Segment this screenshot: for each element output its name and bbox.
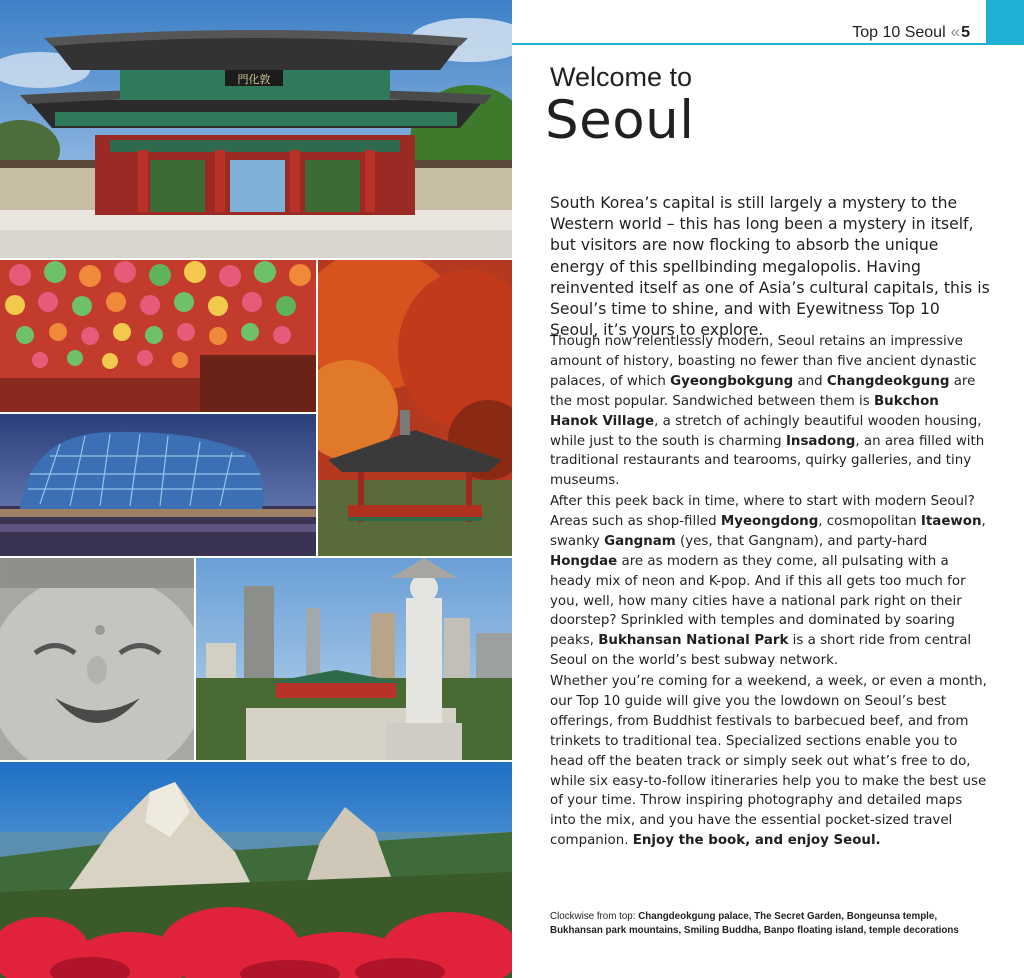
running-title: Top 10 Seoul xyxy=(852,24,946,41)
photo-bukhansan-mountains xyxy=(0,762,512,978)
chevron-double-left-icon: « xyxy=(950,22,958,41)
intro-paragraph: South Korea’s capital is still largely a mystery to the Western world – this has long been a mystery in itself, but visitors are now flocking to absorb the unique energy of this spellbinding megalopolis. Having reinvented itself as one of Asia’s cultural capitals, this is Seoul’s time to shine, and with Eyewitness Top 10 Seoul, it’s yours to explore. xyxy=(550,194,990,340)
bold-text: Changdeokgung xyxy=(826,373,950,389)
photo-secret-garden xyxy=(318,260,512,556)
text-run: (yes, that Gangnam), and party-hard xyxy=(675,533,928,549)
photo-bongeunsa-temple xyxy=(196,558,512,760)
palace-sign: 門化敦 xyxy=(237,73,271,86)
text-run: After this peek back in time, where to start with modern Seoul? Areas such as shop-filled xyxy=(550,494,975,529)
body-paragraph-3 xyxy=(550,672,990,851)
text-run: , a stretch of achingly beautiful wooden housing, while just to the south is charming xyxy=(550,413,982,449)
photo-smiling-buddha xyxy=(0,558,194,760)
photo-temple-lanterns xyxy=(0,260,316,412)
photo-banpo-floating-island xyxy=(0,414,316,556)
text-page xyxy=(512,0,1024,978)
text-run: Whether you’re coming for a weekend, a week, or even a month, our Top 10 guide will give you the lowdown on Seoul’s best offerings, from Buddhist festivals to barbecued beef, and from trinkets to traditional tea. Specialized sections enable you to head off the beaten track or simply seek out what’s free to do, while six easy-to-follow itineraries help you to make the best use of your time. Throw inspiring photography and detailed maps into the mix, and you have the essential pocket-sized travel companion. xyxy=(550,674,987,849)
bold-text: Hongdae xyxy=(550,553,618,569)
photo-changdeokgung-palace xyxy=(0,0,512,258)
page-title: Seoul xyxy=(545,90,695,151)
body-paragraph-2 xyxy=(550,492,990,671)
text-run: , swanky xyxy=(550,513,986,549)
text-run: are as modern as they come, all pulsating with a heady mix of neon and K-pop. And if this all gets too much for you, well, how many cities have a national park right on their doorstep? Sprinkled with temples and dominated by soaring peaks, xyxy=(550,553,966,649)
bold-text: Gyeongbokgung xyxy=(670,373,794,389)
text-run: and xyxy=(793,373,827,389)
bold-text: Insadong xyxy=(785,433,856,449)
text-run: Though now relentlessly modern, Seoul retains an impressive amount of history, boasting no fewer than five ancient dynastic palaces, of which xyxy=(550,334,977,389)
bold-text: Bukchon Hanok Village xyxy=(550,393,939,429)
photo-caption xyxy=(550,910,990,938)
running-head xyxy=(852,22,970,42)
caption-items: Changdeokgung palace, The Secret Garden, Bongeunsa temple, Bukhansan park mountains, Smiling Buddha, Banpo floating island, temple decorations xyxy=(550,911,959,936)
bold-text: Gangnam xyxy=(604,533,676,549)
header-color-tab xyxy=(986,0,1024,45)
header-rule xyxy=(512,43,986,45)
bold-text: Myeongdong xyxy=(720,513,819,529)
text-run: are the most popular. Sandwiched between them is xyxy=(550,373,976,409)
bold-text: Itaewon xyxy=(920,513,982,529)
title-line-1: Welcome to xyxy=(550,62,693,92)
bold-text: Bukhansan National Park xyxy=(598,633,789,649)
bold-text: Enjoy the book, and enjoy Seoul. xyxy=(632,833,881,849)
body-paragraph-1 xyxy=(550,332,990,491)
text-run: , cosmopolitan xyxy=(818,513,921,529)
text-run: , an area filled with traditional restaurants and tearooms, quirky galleries, and tiny museums. xyxy=(550,433,985,489)
caption-lead: Clockwise from top: xyxy=(550,911,639,922)
text-run: is a short ride from central Seoul on the world’s best subway network. xyxy=(550,633,972,669)
page-number: 5 xyxy=(961,24,970,41)
